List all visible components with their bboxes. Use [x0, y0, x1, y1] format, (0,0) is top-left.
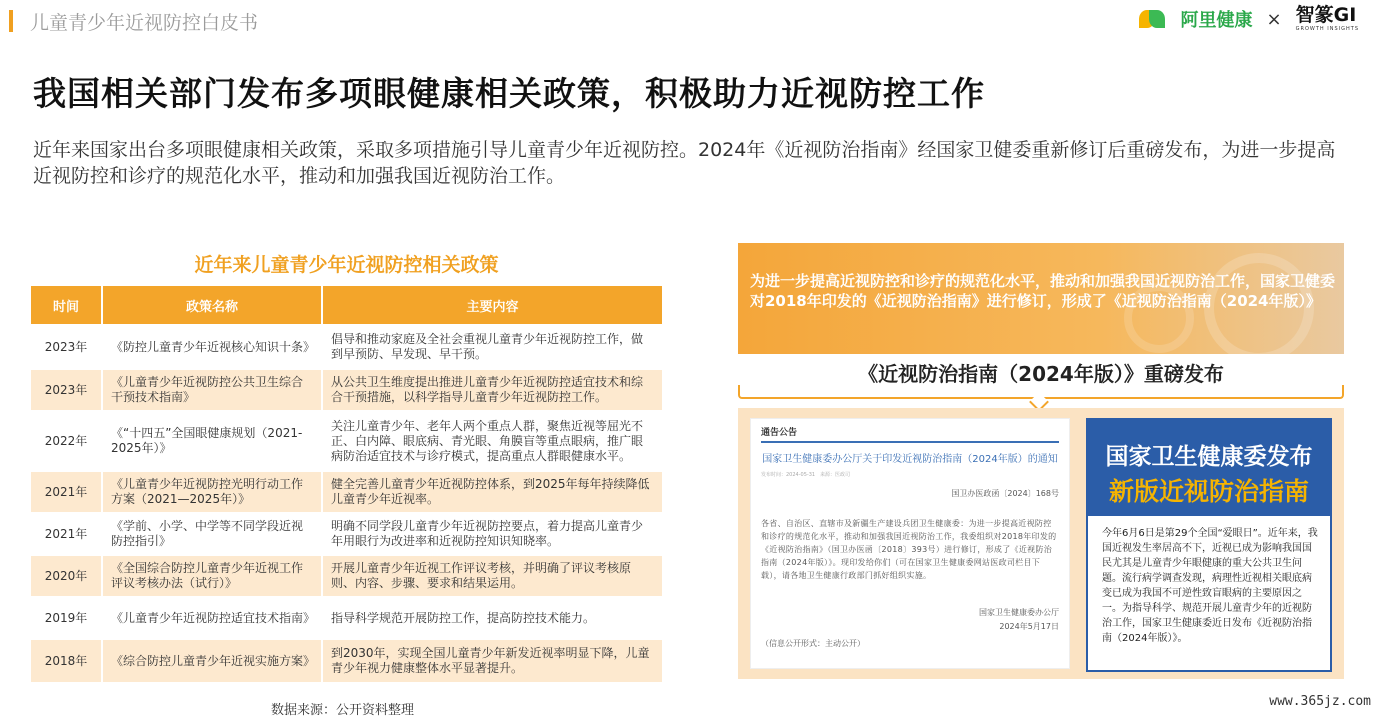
- cell-year: 2023年: [30, 325, 102, 369]
- cell-name: 《学前、小学、中学等不同学段近视防控指引》: [102, 513, 322, 555]
- news-card-subheadline: 新版近视防治指南: [1108, 477, 1309, 506]
- cell-content: 指导科学规范开展防控工作，提高防控技术能力。: [322, 597, 663, 639]
- guide-panel: [738, 243, 1344, 648]
- notice-sign-date: 2024年5月17日: [999, 622, 1059, 631]
- ali-health-logo-icon: [1139, 8, 1167, 30]
- banner-text: 为进一步提高近视防控和诊疗的规范化水平，推动和加强我国近视防治工作，国家卫健委对2018年印发的《近视防治指南》进行修订，形成了《近视防治指南（2024年版）》: [750, 272, 1336, 310]
- table-row: [30, 411, 663, 471]
- cell-year: 2021年: [30, 471, 102, 513]
- guide-title: 《近视防治指南（2024年版）》重磅发布: [858, 362, 1224, 386]
- cell-name: 《儿童青少年近视防控光明行动工作方案（2021—2025年）》: [102, 471, 322, 513]
- cell-year: 2018年: [30, 639, 102, 683]
- table-row: [30, 325, 663, 369]
- table-row: [30, 513, 663, 555]
- data-source: 数据来源：公开资料整理: [271, 703, 415, 717]
- title-accent-bar: [9, 10, 13, 32]
- cell-name: 《综合防控儿童青少年近视实施方案》: [102, 639, 322, 683]
- ali-health-brand: 阿里健康: [1180, 10, 1253, 31]
- notice-doc-number: 国卫办医政函〔2024〕168号: [951, 489, 1059, 498]
- document-area: [738, 408, 1344, 679]
- notice-title: 国家卫生健康委办公厅关于印发近视防治指南（2024年版）的通知: [762, 454, 1058, 465]
- news-card-body: 今年6月6日是第29个全国“爱眼日”。近年来，我国近视发生率居高不下，近视已成为影响我国国民尤其是儿童青少年眼健康的重大公共卫生问题。流行病学调查发现，病理性近视相关眼底病变已成为我国不可逆性致盲眼病的主要原因之一。为指导科学、规范开展儿童青少年的近视防治工作，国家卫生健康委近日发布《近视防治指南（2024年版）》。: [1102, 528, 1318, 644]
- cell-name: 《防控儿童青少年近视核心知识十条》: [102, 325, 322, 369]
- table-row: [30, 471, 663, 513]
- policy-table: [29, 284, 664, 684]
- cell-year: 2021年: [30, 513, 102, 555]
- cell-name: 《全国综合防控儿童青少年近视工作评议考核办法（试行）》: [102, 555, 322, 597]
- cell-content: 健全完善儿童青少年近视防控体系，到2025年每年持续降低儿童青少年近视率。: [322, 471, 663, 513]
- news-card: [1086, 418, 1332, 672]
- cell-content: 倡导和推动家庭及全社会重视儿童青少年近视防控工作，做到早预防、早发现、早干预。: [322, 325, 663, 369]
- intro-paragraph: 近年来国家出台多项眼健康相关政策，采取多项措施引导儿童青少年近视防控。2024年《近视防治指南》经国家卫健委重新修订后重磅发布，为进一步提高近视防控和诊疗的规范化水平，推动和加强我国近视防治工作。: [33, 139, 1336, 187]
- brand-logos: [1139, 6, 1359, 32]
- notice-meta: 发布时间：2024-05-31 来源：医政司: [761, 472, 851, 478]
- table-row: [30, 639, 663, 683]
- notice-footer: （信息公开形式：主动公开）: [761, 639, 865, 648]
- cell-content: 到2030年，实现全国儿童青少年新发近视率明显下降，儿童青少年视力健康整体水平显著提升。: [322, 639, 663, 683]
- cell-year: 2020年: [30, 555, 102, 597]
- cell-content: 从公共卫生维度提出推进儿童青少年近视防控适宜技术和综合干预措施，以科学指导儿童青少年近视防控工作。: [322, 369, 663, 411]
- times-separator: ×: [1266, 8, 1282, 30]
- cell-name: 《“十四五”全国眼健康规划（2021-2025年）》: [102, 411, 322, 471]
- cell-name: 《儿童青少年近视防控适宜技术指南》: [102, 597, 322, 639]
- top-bar: [0, 0, 1381, 40]
- table-row: [30, 369, 663, 411]
- section-title: 儿童青少年近视防控白皮书: [30, 12, 259, 34]
- header-main-content: 主要内容: [322, 285, 663, 325]
- page-title: 我国相关部门发布多项眼健康相关政策，积极助力近视防控工作: [33, 74, 985, 113]
- table-row: [30, 597, 663, 639]
- notice-header: 通告公告: [761, 425, 1059, 443]
- cell-name: 《儿童青少年近视防控公共卫生综合干预技术指南》: [102, 369, 322, 411]
- watermark: www.365jz.com: [1269, 694, 1371, 709]
- cell-year: 2023年: [30, 369, 102, 411]
- cell-content: 关注儿童青少年、老年人两个重点人群，聚焦近视等屈光不正、白内障、眼底病、青光眼、角膜盲等重点眼病，推广眼病防治适宜技术与诊疗模式，提高重点人群眼健康水平。: [322, 411, 663, 471]
- cell-content: 开展儿童青少年近视工作评议考核，并明确了评议考核原则、内容、步骤、要求和结果运用。: [322, 555, 663, 597]
- title-bracket: [738, 385, 1344, 399]
- table-row: [30, 555, 663, 597]
- notice-signature: [761, 606, 1059, 634]
- cell-content: 明确不同学段儿童青少年近视防控要点，着力提高儿童青少年用眼行为改进率和近视防控知识知晓率。: [322, 513, 663, 555]
- header-policy-name: 政策名称: [102, 285, 322, 325]
- official-notice: [750, 418, 1070, 669]
- table-header-row: [30, 285, 663, 325]
- notice-sign-org: 国家卫生健康委办公厅: [979, 608, 1059, 617]
- notice-body: 各省、自治区、直辖市及新疆生产建设兵团卫生健康委：为进一步提高近视防控和诊疗的规范化水平，推动和加强我国近视防治工作，我委组织对2018年印发的《近视防治指南》（国卫办医函〔2018〕393号）进行修订，形成了《近视防治指南（2024年版）》。现印发给你们（可在国家卫生健康委网站医政司栏目下载），请各地卫生健康行政部门抓好组织实施。: [761, 519, 1057, 580]
- header-year: 时间: [30, 285, 102, 325]
- table-title: 近年来儿童青少年近视防控相关政策: [194, 254, 499, 276]
- gi-brand: 智篆GI: [1295, 4, 1357, 26]
- news-card-headline: 国家卫生健康委发布: [1105, 444, 1313, 470]
- cell-year: 2019年: [30, 597, 102, 639]
- cell-year: 2022年: [30, 411, 102, 471]
- growth-insights-logo: [1296, 6, 1359, 32]
- gi-brand-sub: GROWTH INSIGHTS: [1295, 26, 1359, 32]
- guide-banner: [738, 243, 1344, 354]
